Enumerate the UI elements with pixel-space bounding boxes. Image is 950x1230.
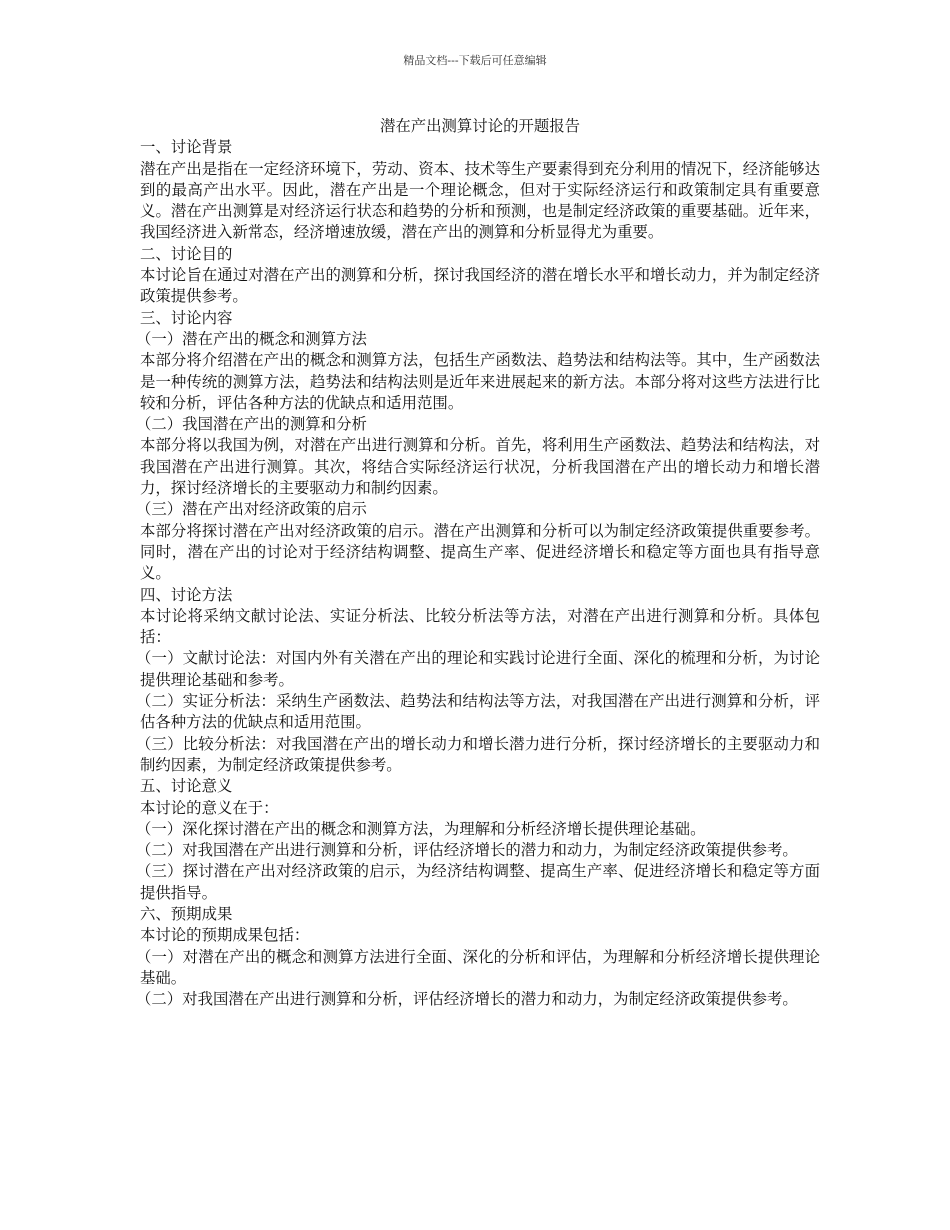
section-heading-methods: 四、讨论方法 [140, 585, 233, 604]
list-item-significance-2: （二）对我国潜在产出进行测算和分析，评估经济增长的潜力和动力，为制定经济政策提供参考。 [136, 841, 798, 860]
section-heading-expected-results: 六、预期成果 [140, 904, 233, 923]
subheading-concept-methods: （一）潜在产出的概念和测算方法 [136, 329, 367, 348]
paragraph-methods-intro: 本讨论将采纳文献讨论法、实证分析法、比较分析法等方法，对潜在产出进行测算和分析。具体包括： [140, 606, 820, 647]
document-body [136, 116, 820, 1010]
paragraph-concept-methods: 本部分将介绍潜在产出的概念和测算方法，包括生产函数法、趋势法和结构法等。其中，生产函数法是一种传统的测算方法，趋势法和结构法则是近年来进展起来的新方法。本部分将对这些方法进行比较和分析，评估各种方法的优缺点和适用范围。 [140, 351, 820, 412]
paragraph-expected-intro: 本讨论的预期成果包括： [140, 926, 310, 945]
section-heading-significance: 五、讨论意义 [140, 777, 233, 796]
paragraph-policy-implications: 本部分将探讨潜在产出对经济政策的启示。潜在产出测算和分析可以为制定经济政策提供重要参考。同时，潜在产出的讨论对于经济结构调整、提高生产率、促进经济增长和稳定等方面也具有指导意义。 [140, 521, 820, 583]
list-item-significance-3: （三）探讨潜在产出对经济政策的启示，为经济结构调整、提高生产率、促进经济增长和稳定等方面提供指导。 [136, 862, 820, 902]
list-item-expected-2: （二）对我国潜在产出进行测算和分析，评估经济增长的潜力和动力，为制定经济政策提供参考。 [136, 990, 798, 1009]
list-item-empirical-method: （二）实证分析法：采纳生产函数法、趋势法和结构法等方法，对我国潜在产出进行测算和分析，评估各种方法的优缺点和适用范围。 [136, 692, 820, 732]
subheading-policy-implications: （三）潜在产出对经济政策的启示 [136, 500, 367, 519]
list-item-expected-1: （一）对潜在产出的概念和测算方法进行全面、深化的分析和评估，为理解和分析经济增长提供理论基础。 [136, 947, 820, 987]
list-item-comparative-method: （三）比较分析法：对我国潜在产出的增长动力和增长潜力进行分析，探讨经济增长的主要驱动力和制约因素，为制定经济政策提供参考。 [136, 734, 820, 774]
subheading-china-measurement: （二）我国潜在产出的测算和分析 [136, 415, 367, 434]
page-header-watermark: 精品文档---下载后可任意编辑 [403, 54, 547, 67]
section-heading-background: 一、讨论背景 [140, 138, 233, 157]
paragraph-purpose: 本讨论旨在通过对潜在产出的测算和分析，探讨我国经济的潜在增长水平和增长动力，并为制定经济政策提供参考。 [140, 266, 820, 306]
list-item-significance-1: （一）深化探讨潜在产出的概念和测算方法，为理解和分析经济增长提供理论基础。 [136, 819, 706, 838]
document-title: 潜在产出测算讨论的开题报告 [379, 117, 581, 135]
section-heading-purpose: 二、讨论目的 [140, 244, 233, 263]
list-item-literature-method: （一）文献讨论法：对国内外有关潜在产出的理论和实践讨论进行全面、深化的梳理和分析，为讨论提供理论基础和参考。 [136, 649, 820, 689]
paragraph-background: 潜在产出是指在一定经济环境下，劳动、资本、技术等生产要素得到充分利用的情况下，经济能够达到的最高产出水平。因此，潜在产出是一个理论概念，但对于实际经济运行和政策制定具有重要意义。潜在产出测算是对经济运行状态和趋势的分析和预测，也是制定经济政策的重要基础。近年来，我国经济进入新常态，经济增速放缓，潜在产出的测算和分析显得尤为重要。 [140, 159, 820, 242]
section-heading-content: 三、讨论内容 [140, 308, 233, 327]
paragraph-significance-intro: 本讨论的意义在于： [140, 798, 279, 817]
paragraph-china-measurement: 本部分将以我国为例，对潜在产出进行测算和分析。首先，将利用生产函数法、趋势法和结构法，对我国潜在产出进行测算。其次，将结合实际经济运行状况，分析我国潜在产出的增长动力和增长潜力，探讨经济增长的主要驱动力和制约因素。 [140, 436, 820, 498]
